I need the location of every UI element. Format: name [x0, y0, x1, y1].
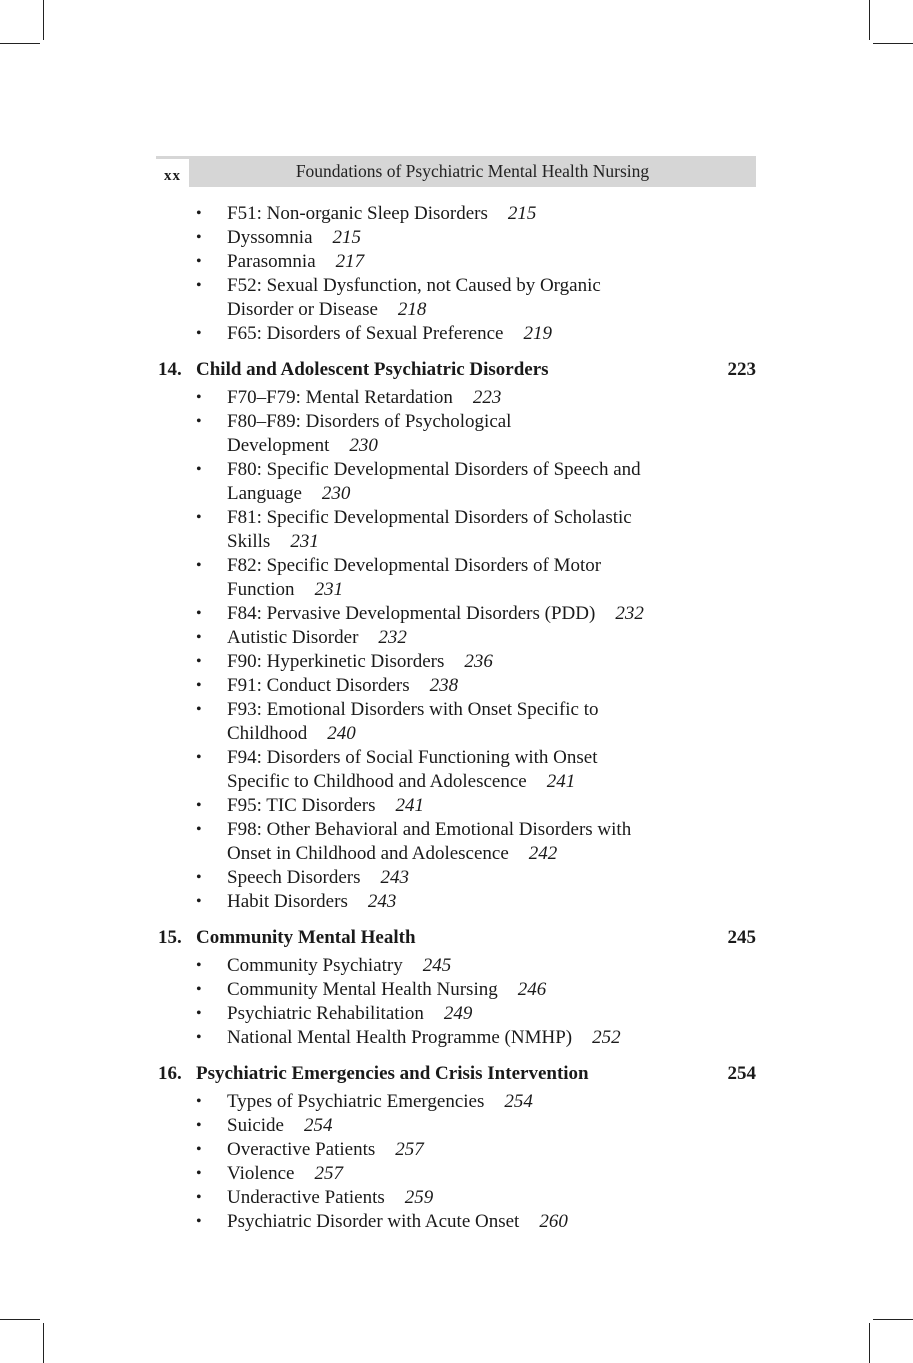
- toc-entry[interactable]: [158, 226, 756, 250]
- crop-mark: [43, 0, 44, 40]
- toc-entry-page: 254: [304, 1115, 333, 1136]
- chapter-number: 14.: [158, 359, 182, 380]
- toc-entry-page: 259: [404, 1187, 434, 1208]
- chapter-section: [158, 1062, 756, 1234]
- crop-mark: [873, 1319, 913, 1320]
- bullet-icon: •: [196, 1029, 202, 1046]
- chapter-number: 16.: [158, 1063, 182, 1084]
- toc-entry-title: F98: Other Behavioral and Emotional Disorders with Onset in Childhood and Adolescence: [227, 819, 632, 864]
- toc-entry[interactable]: [158, 322, 756, 346]
- toc-entry[interactable]: [158, 954, 756, 978]
- toc-entry[interactable]: [158, 1114, 756, 1138]
- toc-entry-page: 242: [528, 843, 558, 864]
- toc-entry[interactable]: [158, 1138, 756, 1162]
- toc-entry-title: F52: Sexual Dysfunction, not Caused by Organic Disorder or Disease: [227, 275, 601, 320]
- chapter-item-list: [158, 954, 756, 1050]
- crop-mark: [43, 1323, 44, 1363]
- toc-entry[interactable]: [158, 506, 756, 554]
- toc-entry-title: Violence: [227, 1163, 295, 1184]
- header-page-number: xx: [156, 156, 189, 187]
- chapter-section: [158, 358, 756, 914]
- bullet-icon: •: [196, 229, 202, 246]
- bullet-icon: •: [196, 325, 202, 342]
- chapter-number: 15.: [158, 927, 182, 948]
- bullet-icon: •: [196, 277, 202, 294]
- toc-entry-title: Underactive Patients: [227, 1187, 385, 1208]
- toc-entry-page: 217: [335, 251, 365, 272]
- bullet-icon: •: [196, 1165, 202, 1182]
- toc-entry-page: 249: [443, 1003, 473, 1024]
- bullet-icon: •: [196, 1189, 202, 1206]
- toc-entry[interactable]: [158, 1186, 756, 1210]
- bullet-icon: •: [196, 701, 202, 718]
- toc-entry[interactable]: [158, 1026, 756, 1050]
- toc-entry-page: 230: [321, 483, 351, 504]
- toc-entry-title: F84: Pervasive Developmental Disorders (PDD): [227, 603, 596, 624]
- chapter-item-list: [158, 386, 756, 914]
- toc-entry[interactable]: [158, 1090, 756, 1114]
- toc-entry[interactable]: [158, 274, 756, 322]
- toc-entry[interactable]: [158, 626, 756, 650]
- chapter-page: 245: [727, 927, 756, 948]
- bullet-icon: •: [196, 389, 202, 406]
- toc-entry-page: 215: [332, 227, 361, 248]
- toc-entry[interactable]: [158, 602, 756, 626]
- toc-entry-title: F81: Specific Developmental Disorders of Scholastic Skills: [227, 507, 632, 552]
- bullet-icon: •: [196, 893, 202, 910]
- toc-entry-title: F65: Disorders of Sexual Preference: [227, 323, 504, 344]
- chapter-list: [158, 358, 756, 1234]
- toc-entry-page: 257: [314, 1163, 343, 1184]
- toc-entry-title: Suicide: [227, 1115, 284, 1136]
- toc-entry-page: 243: [367, 891, 397, 912]
- toc-entry-title: F51: Non-organic Sleep Disorders: [227, 203, 488, 224]
- bullet-icon: •: [196, 1093, 202, 1110]
- toc-entry-title: F80: Specific Developmental Disorders of Speech and Language: [227, 459, 641, 504]
- bullet-icon: •: [196, 1005, 202, 1022]
- crop-mark: [873, 43, 913, 44]
- toc-entry-title: Habit Disorders: [227, 891, 348, 912]
- toc-entry-page: 245: [422, 955, 452, 976]
- toc-entry-page: 257: [395, 1139, 424, 1160]
- toc-entry-title: F93: Emotional Disorders with Onset Specific to Childhood: [227, 699, 599, 744]
- toc-entry-page: 231: [290, 531, 319, 552]
- toc-entry-page: 218: [397, 299, 427, 320]
- chapter-title: Child and Adolescent Psychiatric Disorders: [196, 359, 549, 380]
- toc-entry[interactable]: [158, 674, 756, 698]
- toc-entry-page: 254: [504, 1091, 533, 1112]
- toc-entry-title: National Mental Health Programme (NMHP): [227, 1027, 573, 1048]
- chapter-heading[interactable]: [158, 358, 756, 382]
- toc-entry[interactable]: [158, 866, 756, 890]
- toc-entry-page: 231: [314, 579, 344, 600]
- bullet-icon: •: [196, 981, 202, 998]
- chapter-section: [158, 926, 756, 1050]
- toc-entry[interactable]: [158, 890, 756, 914]
- crop-mark: [869, 0, 870, 40]
- crop-mark: [869, 1323, 870, 1363]
- toc-entry-page: 240: [327, 723, 356, 744]
- bullet-icon: •: [196, 677, 202, 694]
- toc-entry-title: Psychiatric Disorder with Acute Onset: [227, 1211, 520, 1232]
- bullet-icon: •: [196, 605, 202, 622]
- toc-entry-title: F82: Specific Developmental Disorders of Motor Function: [227, 555, 602, 600]
- toc-entry-title: F94: Disorders of Social Functioning with Onset Specific to Childhood and Adolescence: [227, 747, 598, 792]
- toc-entry-title: F70–F79: Mental Retardation: [227, 387, 453, 408]
- toc-entry-title: Autistic Disorder: [227, 627, 359, 648]
- chapter-title: Community Mental Health: [196, 927, 416, 948]
- toc-entry[interactable]: [158, 1210, 756, 1234]
- bullet-icon: •: [196, 869, 202, 886]
- toc-entry[interactable]: [158, 746, 756, 794]
- toc-entry[interactable]: [158, 458, 756, 506]
- chapter-page: 223: [727, 359, 756, 380]
- bullet-icon: •: [196, 557, 202, 574]
- toc-entry[interactable]: [158, 1162, 756, 1186]
- chapter-title: Psychiatric Emergencies and Crisis Intervention: [196, 1063, 589, 1084]
- toc-entry-page: 230: [349, 435, 378, 456]
- bullet-icon: •: [196, 749, 202, 766]
- toc-entry-page: 241: [546, 771, 576, 792]
- bullet-icon: •: [196, 413, 202, 430]
- bullet-icon: •: [196, 797, 202, 814]
- toc-entry-page: 232: [615, 603, 644, 624]
- toc-entry-title: F91: Conduct Disorders: [227, 675, 410, 696]
- toc-entry[interactable]: [158, 698, 756, 746]
- chapter-page: 254: [727, 1063, 756, 1084]
- toc-entry-page: 260: [539, 1211, 568, 1232]
- toc-entry-title: Dyssomnia: [227, 227, 313, 248]
- toc-entry-page: 246: [517, 979, 547, 1000]
- toc-entry[interactable]: [158, 202, 756, 226]
- toc-entry-page: 232: [378, 627, 407, 648]
- crop-mark: [0, 1319, 40, 1320]
- bullet-icon: •: [196, 1141, 202, 1158]
- toc-entry-title: Types of Psychiatric Emergencies: [227, 1091, 485, 1112]
- toc-entry-title: Speech Disorders: [227, 867, 361, 888]
- bullet-icon: •: [196, 1213, 202, 1230]
- toc-entry[interactable]: [158, 1002, 756, 1026]
- toc-entry[interactable]: [158, 794, 756, 818]
- toc-entry-page: 243: [380, 867, 409, 888]
- toc-entry[interactable]: [158, 250, 756, 274]
- toc-entry-title: Psychiatric Rehabilitation: [227, 1003, 424, 1024]
- toc-entry-title: F95: TIC Disorders: [227, 795, 376, 816]
- toc-content: [158, 202, 756, 1234]
- toc-entry[interactable]: [158, 554, 756, 602]
- toc-entry-page: 223: [472, 387, 502, 408]
- bullet-icon: •: [196, 509, 202, 526]
- toc-entry-title: Overactive Patients: [227, 1139, 376, 1160]
- bullet-icon: •: [196, 957, 202, 974]
- toc-entry-title: Community Mental Health Nursing: [227, 979, 498, 1000]
- crop-mark: [0, 43, 40, 44]
- bullet-icon: •: [196, 629, 202, 646]
- continued-item-list: [158, 202, 756, 346]
- toc-entry[interactable]: [158, 818, 756, 866]
- toc-entry-title: Parasomnia: [227, 251, 316, 272]
- toc-entry-page: 215: [507, 203, 537, 224]
- toc-entry-page: 236: [464, 651, 493, 672]
- toc-entry-title: F90: Hyperkinetic Disorders: [227, 651, 445, 672]
- toc-entry[interactable]: [158, 386, 756, 410]
- toc-entry-title: F80–F89: Disorders of Psychological Development: [227, 411, 512, 456]
- chapter-heading[interactable]: [158, 1062, 756, 1086]
- toc-entry-title: Community Psychiatry: [227, 955, 403, 976]
- toc-entry[interactable]: [158, 650, 756, 674]
- bullet-icon: •: [196, 653, 202, 670]
- toc-entry-page: 238: [429, 675, 459, 696]
- chapter-item-list: [158, 1090, 756, 1234]
- bullet-icon: •: [196, 461, 202, 478]
- toc-entry-page: 252: [592, 1027, 621, 1048]
- bullet-icon: •: [196, 821, 202, 838]
- bullet-icon: •: [196, 205, 202, 222]
- toc-entry-page: 241: [395, 795, 424, 816]
- running-header: [156, 156, 756, 187]
- chapter-heading[interactable]: [158, 926, 756, 950]
- toc-entry[interactable]: [158, 978, 756, 1002]
- toc-entry-page: 219: [523, 323, 552, 344]
- header-running-title: Foundations of Psychiatric Mental Health Nursing: [295, 161, 650, 181]
- bullet-icon: •: [196, 253, 202, 270]
- toc-entry[interactable]: [158, 410, 756, 458]
- bullet-icon: •: [196, 1117, 202, 1134]
